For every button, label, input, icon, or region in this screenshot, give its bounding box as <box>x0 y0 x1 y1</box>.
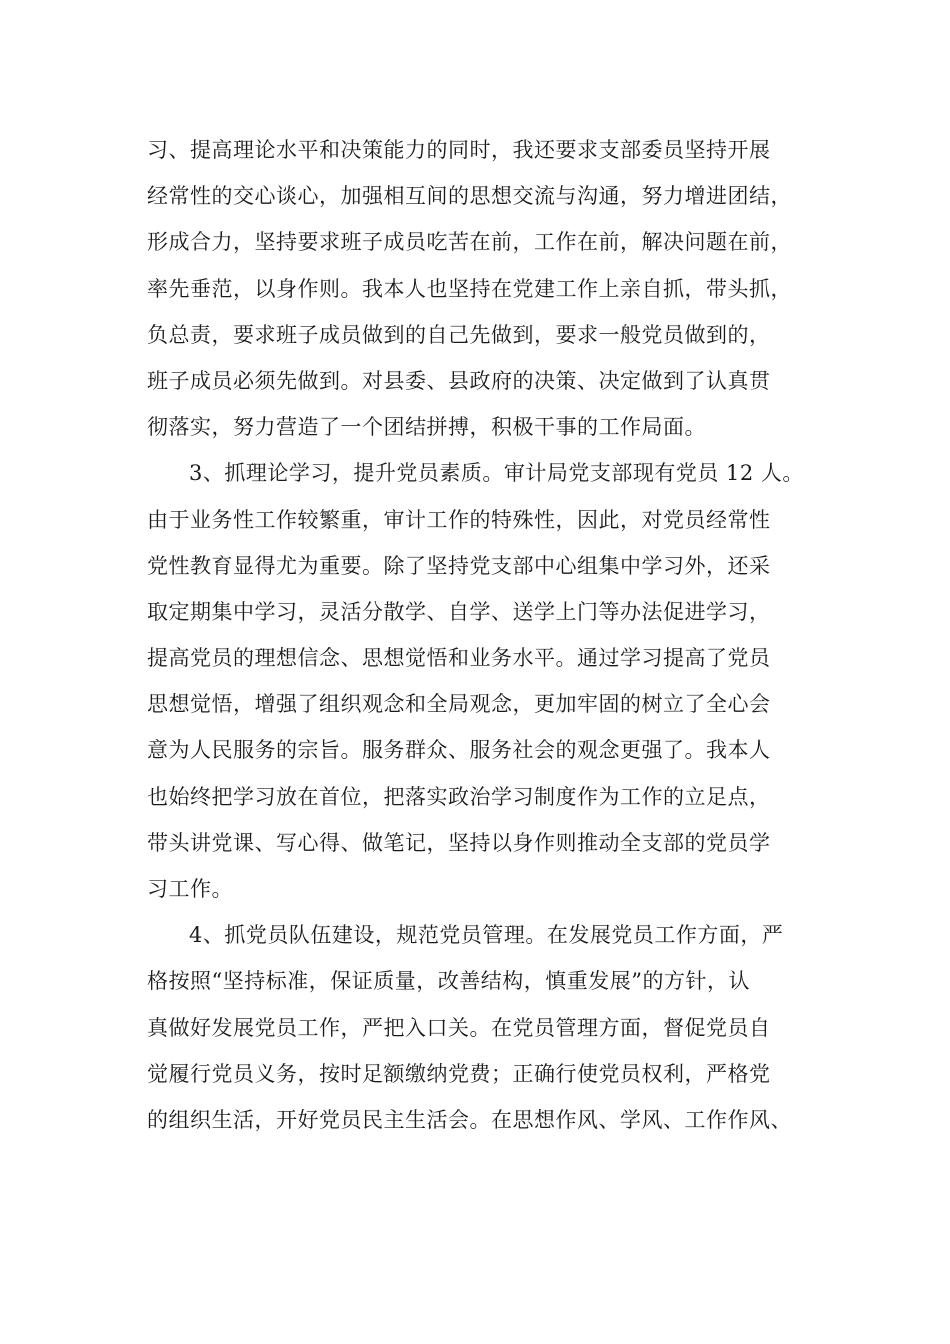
text-line: 形成合力，坚持要求班子成员吃苦在前，工作在前，解决问题在前， <box>147 230 792 255</box>
body-text <box>147 127 807 1143</box>
paragraph-continued <box>147 127 807 450</box>
text-line: 党性教育显得尤为重要。除了坚持党支部中心组集中学习外，还采 <box>147 553 771 578</box>
text-line: 彻落实，努力营造了一个团结拼搏，积极干事的工作局面。 <box>147 415 706 440</box>
text-line: 3、抓理论学习，提升党员素质。审计局党支部现有党员 12 人。 <box>189 461 804 486</box>
text-line: 也始终把学习放在首位，把落实政治学习制度作为工作的立足点， <box>147 784 771 809</box>
text-line: 率先垂范，以身作则。我本人也坚持在党建工作上亲自抓，带头抓， <box>147 276 792 301</box>
text-line: 习工作。 <box>147 877 233 901</box>
text-line: 习、提高理论水平和决策能力的同时，我还要求支部委员坚持开展 <box>147 138 771 162</box>
paragraph-theory-study <box>147 450 807 912</box>
text-line: 负总责，要求班子成员做到的自己先做到，要求一般党员做到的， <box>147 322 771 347</box>
text-line: 带头讲党课、写心得、做笔记，坚持以身作则推动全支部的党员学 <box>147 830 771 855</box>
text-line: 思想觉悟，增强了组织观念和全局观念，更加牢固的树立了全心会 <box>147 692 771 717</box>
paragraph-member-management <box>147 912 807 1143</box>
text-line: 觉履行党员义务，按时足额缴纳党费；正确行使党员权利，严格党 <box>147 1061 771 1086</box>
text-line: 经常性的交心谈心，加强相互间的思想交流与沟通，努力增进团结， <box>147 184 792 209</box>
text-line: 意为人民服务的宗旨。服务群众、服务社会的观念更强了。我本人 <box>147 738 771 763</box>
text-line: 真做好发展党员工作，严把入口关。在党员管理方面，督促党员自 <box>147 1015 771 1040</box>
text-line: 提高党员的理想信念、思想觉悟和业务水平。通过学习提高了党员 <box>147 646 771 671</box>
text-line: 4、抓党员队伍建设，规范党员管理。在发展党员工作方面，严 <box>189 923 784 948</box>
text-line: 格按照“坚持标准，保证质量，改善结构，慎重发展”的方针，认 <box>147 969 750 994</box>
text-line: 班子成员必须先做到。对县委、县政府的决策、决定做到了认真贯 <box>147 368 771 393</box>
text-line: 由于业务性工作较繁重，审计工作的特殊性，因此，对党员经常性 <box>147 507 771 532</box>
text-line: 取定期集中学习，灵活分散学、自学、送学上门等办法促进学习， <box>147 599 771 624</box>
text-line: 的组织生活，开好党员民主生活会。在思想作风、学风、工作作风、 <box>147 1107 792 1132</box>
